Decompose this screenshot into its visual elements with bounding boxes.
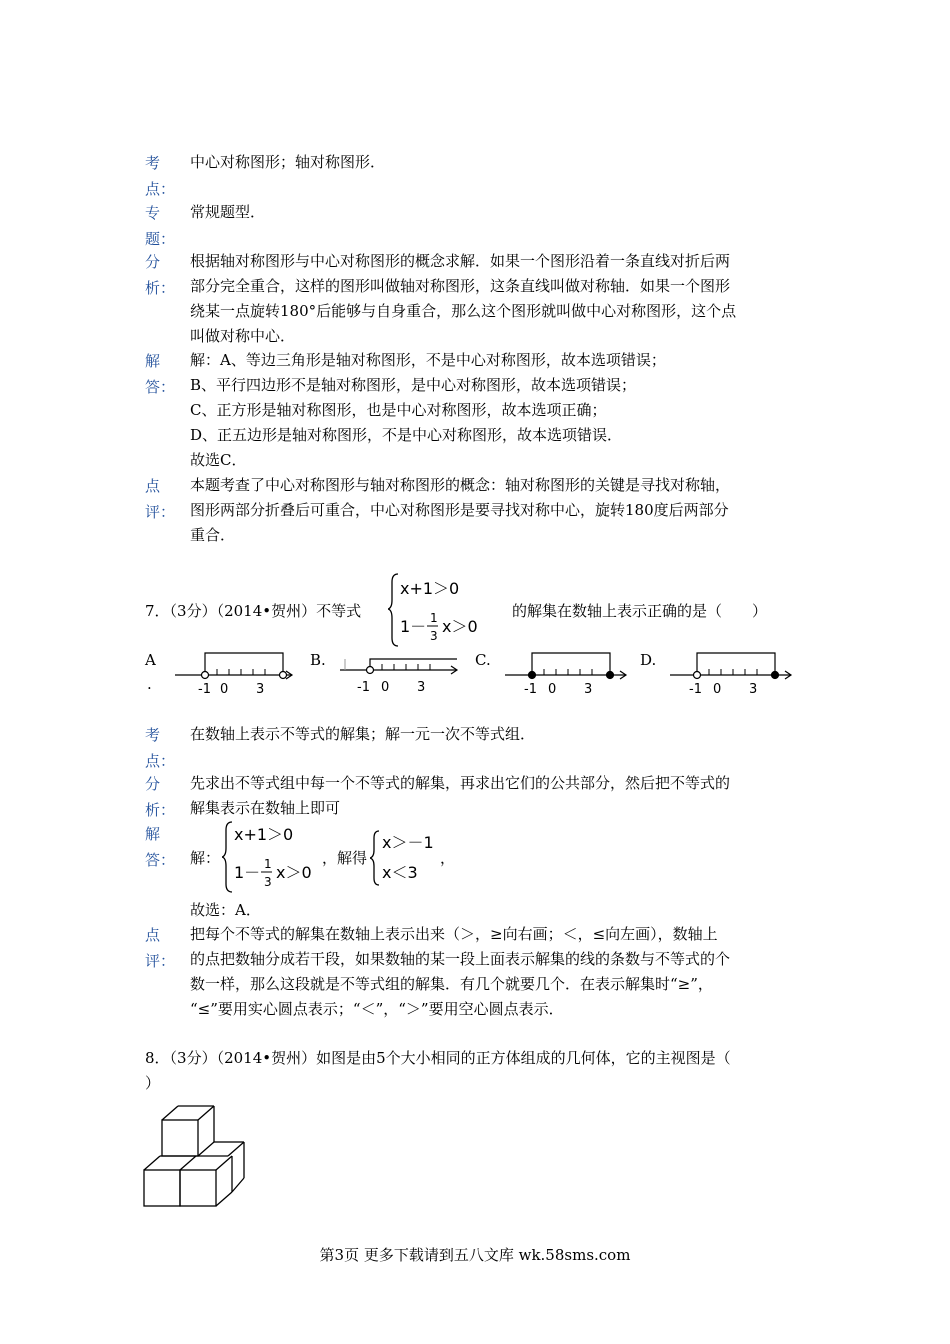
q7-ineq2-den: 3 bbox=[430, 629, 438, 643]
tick-label: -1 bbox=[357, 680, 370, 695]
open-dot bbox=[367, 667, 374, 674]
kaodian-text: 中心对称图形；轴对称图形． bbox=[190, 153, 386, 171]
tick-label: -1 bbox=[198, 682, 211, 697]
dianping-label: 点 评： bbox=[145, 477, 176, 521]
option-d-numberline bbox=[665, 645, 800, 697]
q7-inequality-system bbox=[388, 570, 513, 650]
jieda-label: 解 答： bbox=[145, 825, 176, 869]
jieda-label: 解 答： bbox=[145, 352, 176, 396]
fenxi-label: 分 析： bbox=[145, 775, 176, 819]
kaodian-text: 在数轴上表示不等式的解集；解一元一次不等式组． bbox=[190, 725, 536, 743]
tick-label: 0 bbox=[220, 682, 229, 697]
dianping-text: 把每个不等式的解集在数轴上表示出来（＞，≥向右画；＜，≤向左画），数轴上 的点把数轴分成若干段，如果数轴的某一段上面表示解集的线的条数与不等式的个 数一样，那么这段就是不等式组的解集．有几个就要几个．在表示解集时“≥”， “≤”要用实心圆点表示；“＜”，“＞”要用空心圆点表示． bbox=[190, 925, 731, 1018]
jieda-system bbox=[222, 818, 332, 898]
fenxi-text: 先求出不等式组中每一个不等式的解集，再求出它们的公共部分，然后把不等式的 解集表示在数轴上即可 bbox=[190, 774, 731, 817]
solid-dot bbox=[607, 672, 614, 679]
q7-ineq2b: x＞0 bbox=[442, 617, 478, 636]
option-b-numberline bbox=[335, 645, 465, 697]
jieda-end: ， bbox=[440, 849, 456, 867]
tick-label: 0 bbox=[381, 680, 390, 695]
page-footer: 第3页 更多下载请到五八文库 wk.58sms.com bbox=[319, 1246, 631, 1264]
q7-suffix: 的解集在数轴上表示正确的是（ ） bbox=[512, 602, 768, 620]
solid-dot bbox=[772, 672, 779, 679]
tick-label: -1 bbox=[524, 682, 537, 697]
zhuanti-label: 专 题： bbox=[145, 204, 176, 248]
q8-line2: ） bbox=[145, 1074, 161, 1092]
q7-prefix: 7．（3分）（2014•贺州）不等式 bbox=[145, 602, 362, 620]
jieda-text: 解：A、等边三角形是轴对称图形，不是中心对称图形，故本选项错误； B、平行四边形不是轴对称图形，是中心对称图形，故本选项错误； C、正方形是轴对称图形，也是中心对称图形，故本选项正确； D、正五边形是轴对称图形，不是中心对称图形，故本选项错误． 故选C． bbox=[190, 351, 666, 469]
solid-dot bbox=[529, 672, 536, 679]
jieda-ineq2a: 1－ bbox=[234, 863, 261, 882]
q7-ineq2a: 1－ bbox=[400, 617, 427, 636]
jieda-ineq2-den: 3 bbox=[264, 875, 272, 889]
option-d-label: D. bbox=[640, 651, 657, 669]
q8-line1: 8．（3分）（2014•贺州）如图是由5个大小相同的正方体组成的几何体，它的主视图是（ bbox=[145, 1049, 731, 1067]
dianping-label: 点 评： bbox=[145, 926, 176, 970]
q7-ineq2-num: 1 bbox=[430, 611, 438, 625]
fenxi-label: 分 析： bbox=[145, 253, 176, 297]
option-c-numberline bbox=[500, 645, 635, 697]
jieda-middle: ，解得 bbox=[322, 849, 368, 867]
jieda-choose: 故选：A． bbox=[190, 901, 261, 919]
option-c-label: C. bbox=[475, 651, 491, 669]
cube-solid-figure bbox=[140, 1100, 250, 1215]
tick-label: 3 bbox=[417, 680, 426, 695]
open-dot bbox=[202, 672, 209, 679]
fenxi-text: 根据轴对称图形与中心对称图形的概念求解．如果一个图形沿着一条直线对折后两 部分完全重合，这样的图形叫做轴对称图形，这条直线叫做对称轴．如果一个图形 绕某一点旋转180°后能够与自身重合，那么这个图形就叫做中心对称图形，这个点 叫做对称中心． bbox=[190, 252, 737, 345]
option-a-numberline bbox=[170, 645, 300, 697]
tick-label: 3 bbox=[749, 682, 758, 697]
option-a-dot: . bbox=[147, 675, 152, 693]
q7-ineq1: x+1＞0 bbox=[400, 579, 460, 598]
open-dot bbox=[280, 672, 287, 679]
jieda-result bbox=[370, 828, 445, 888]
tick-label: -1 bbox=[689, 682, 702, 697]
open-dot bbox=[694, 672, 701, 679]
kaodian-label: 考 点： bbox=[145, 154, 176, 198]
option-a-label: A bbox=[145, 651, 156, 669]
jieda-res2: x＜3 bbox=[382, 863, 418, 882]
tick-label: 3 bbox=[584, 682, 593, 697]
jieda-ineq2-num: 1 bbox=[264, 857, 272, 871]
jieda-ineq2b: x＞0 bbox=[276, 863, 312, 882]
dianping-text: 本题考查了中心对称图形与轴对称图形的概念：轴对称图形的关键是寻找对称轴， 图形两部分折叠后可重合，中心对称图形是要寻找对称中心，旋转180度后两部分 重合． bbox=[190, 476, 731, 544]
tick-label: 0 bbox=[548, 682, 557, 697]
jieda-prefix: 解： bbox=[190, 849, 221, 867]
jieda-res1: x＞－1 bbox=[382, 833, 434, 852]
tick-label: 3 bbox=[256, 682, 265, 697]
tick-label: 0 bbox=[713, 682, 722, 697]
zhuanti-text: 常规题型． bbox=[190, 203, 266, 221]
option-b-label: B. bbox=[310, 651, 326, 669]
kaodian-label: 考 点： bbox=[145, 726, 176, 770]
jieda-ineq1: x+1＞0 bbox=[234, 825, 294, 844]
